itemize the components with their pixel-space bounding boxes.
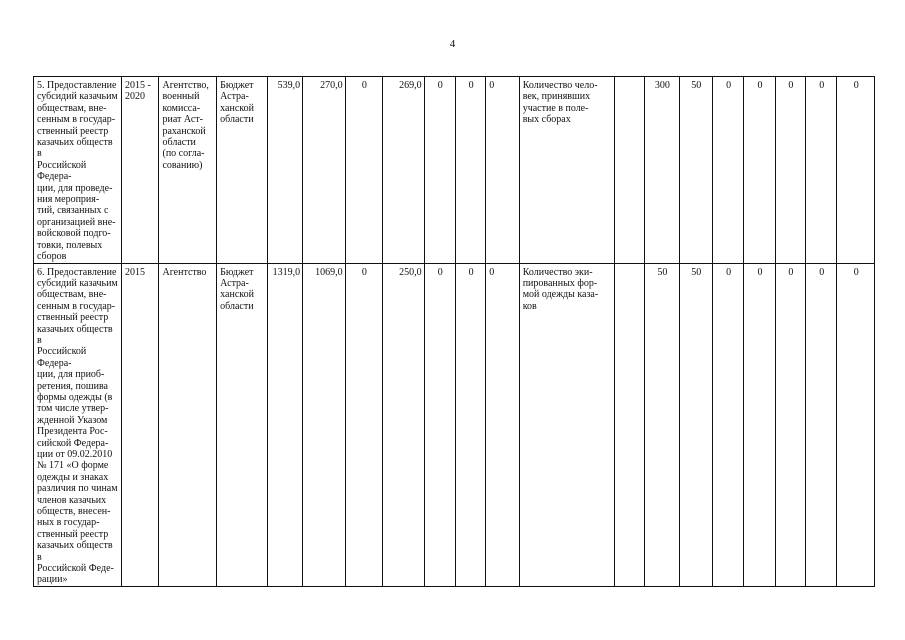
- indicator-value-cell: 300: [645, 77, 679, 264]
- funding-source-cell: Бюджет Астра- ханской области: [217, 77, 268, 264]
- funding-year-cell: 0: [345, 263, 382, 586]
- indicator-value-cell: 50: [645, 263, 679, 586]
- indicator-value-cell: 0: [837, 77, 875, 264]
- funding-year-cell: 250,0: [383, 263, 424, 586]
- indicator-value-cell: 0: [744, 263, 775, 586]
- page-number: 4: [449, 38, 456, 50]
- funding-source-cell: Бюджет Астра- ханской области: [217, 263, 268, 586]
- indicator-value-cell: 0: [837, 263, 875, 586]
- indicator-value-cell: 0: [775, 263, 805, 586]
- funding-year-cell: 0: [486, 263, 519, 586]
- funding-year-cell: 0: [455, 77, 485, 264]
- funding-total-cell: 1319,0: [267, 263, 302, 586]
- indicator-value-cell: 0: [806, 77, 837, 264]
- indicator-cell: Количество эки- пированных фор- мой одежды каза- ков: [519, 263, 614, 586]
- indicator-value-cell: 0: [775, 77, 805, 264]
- period-cell: 2015: [122, 263, 159, 586]
- table-row: [34, 263, 875, 586]
- indicator-value-cell: 0: [712, 263, 743, 586]
- funding-year-cell: 0: [345, 77, 382, 264]
- funding-total-cell: 539,0: [267, 77, 302, 264]
- indicator-base-cell: [614, 263, 644, 586]
- indicator-value-cell: 50: [679, 263, 712, 586]
- executor-cell: Агентство, военный комисса- риат Аст- раханской области (по согла- сованию): [159, 77, 217, 264]
- period-cell: 2015 - 2020: [122, 77, 159, 264]
- measure-cell: 6. Предоставление субсидий казачьим обществам, вне- сенным в государ- ственный реестр казачьих обществ в Российской Федера- ции, для приоб- ретения, пошива формы одежды (в том числе утвер- жденной Указом Президента Рос- сийской Федера- ции от 09.02.2010 № 171 «О форме одежды и знаках различия по чинам членов казачьих обществ, внесен- ных в государ- ственный реестр казачьих обществ в Российской Феде- рации»: [34, 263, 122, 586]
- table-row: [34, 77, 875, 264]
- funding-year-cell: 0: [424, 77, 455, 264]
- measure-cell: 5. Предоставление субсидий казачьим обществам, вне- сенным в государ- ственный реестр казачьих обществ в Российской Федера- ции, для проведе- ния мероприя- тий, связанных с организацией вне- войсковой подго- товки, полевых сборов: [34, 77, 122, 264]
- indicator-value-cell: 0: [806, 263, 837, 586]
- funding-year-cell: 0: [424, 263, 455, 586]
- executor-cell: Агентство: [159, 263, 217, 586]
- program-measures-table: [33, 76, 875, 587]
- funding-year-cell: 269,0: [383, 77, 424, 264]
- funding-year-cell: 270,0: [303, 77, 346, 264]
- indicator-value-cell: 50: [679, 77, 712, 264]
- funding-year-cell: 0: [486, 77, 519, 264]
- indicator-value-cell: 0: [712, 77, 743, 264]
- funding-year-cell: 0: [455, 263, 485, 586]
- funding-year-cell: 1069,0: [303, 263, 346, 586]
- indicator-base-cell: [614, 77, 644, 264]
- indicator-cell: Количество чело- век, принявших участие в поле- вых сборах: [519, 77, 614, 264]
- indicator-value-cell: 0: [744, 77, 775, 264]
